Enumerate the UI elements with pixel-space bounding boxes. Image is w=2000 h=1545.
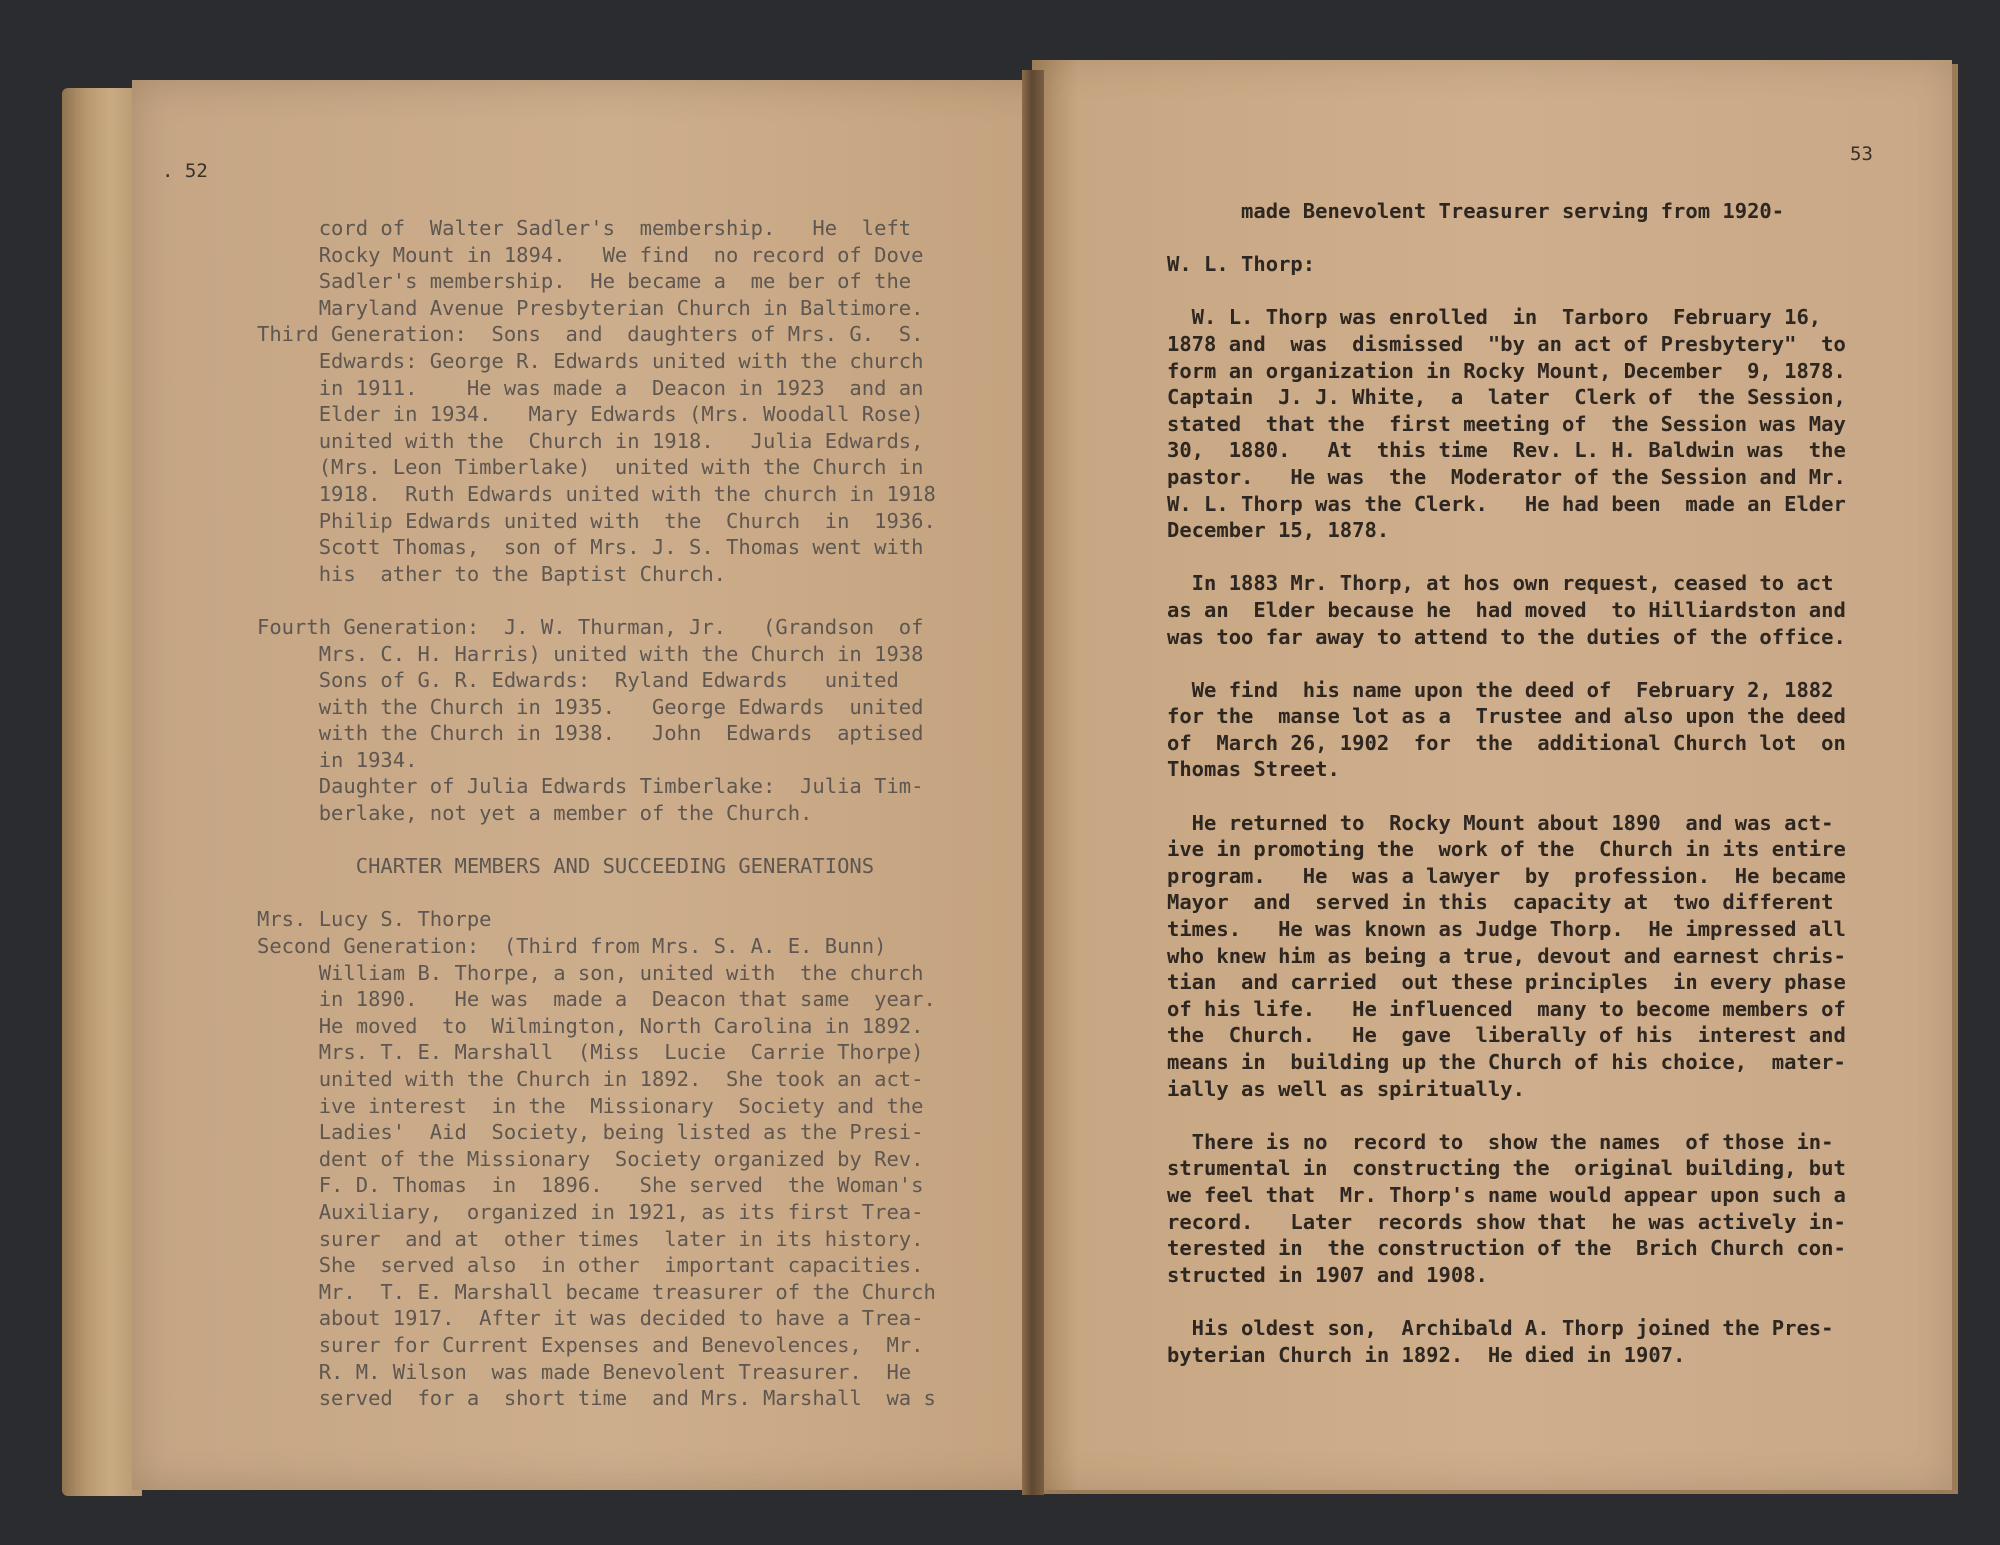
text-line: Rocky Mount in 1894. We find no record of Dove <box>257 242 924 267</box>
text-line: cord of Walter Sadler's membership. He left <box>257 216 912 240</box>
text-line: Sadler's membership. He became a me ber of the <box>257 269 912 294</box>
text-line: surer for Current Expenses and Benevolences, Mr. <box>257 1332 924 1357</box>
text-line <box>257 587 936 614</box>
text-line: means in building up the Church of his choice, mater- <box>1167 1050 1846 1074</box>
right-page-text <box>1167 198 1846 1368</box>
text-line: program. He was a lawyer by profession. He became <box>1167 863 1846 888</box>
text-line: CHARTER MEMBERS AND SUCCEEDING GENERATIONS <box>257 854 875 879</box>
text-line: stated that the first meeting of the Session was May <box>1167 411 1846 436</box>
text-line: Mrs. T. E. Marshall (Miss Lucie Carrie Thorpe) <box>257 1040 924 1065</box>
left-page-number: . 52 <box>162 160 208 182</box>
text-line: Auxiliary, organized in 1921, as its first Trea- <box>257 1199 924 1224</box>
text-line: Ladies' Aid Society, being listed as the Presi- <box>257 1120 924 1145</box>
text-line: Daughter of Julia Edwards Timberlake: Julia Tim- <box>257 774 924 799</box>
text-line: Scott Thomas, son of Mrs. J. S. Thomas went with <box>257 535 924 560</box>
text-line: berlake, not yet a member of the Church. <box>257 801 813 826</box>
text-line: record. Later records show that he was actively in- <box>1167 1209 1846 1234</box>
text-line: Mrs. Lucy S. Thorpe <box>257 907 492 932</box>
text-line: in 1934. <box>257 747 418 772</box>
text-line: In 1883 Mr. Thorp, at hos own request, ceased to act <box>1167 571 1834 596</box>
text-line: Mr. T. E. Marshall became treasurer of the Church <box>257 1279 936 1304</box>
text-line: surer and at other times later in its history. <box>257 1226 924 1251</box>
text-line: Third Generation: Sons and daughters of Mrs. G. S. <box>257 322 924 347</box>
text-line <box>1167 650 1846 677</box>
text-line: for the manse lot as a Trustee and also upon the deed <box>1167 704 1846 729</box>
text-line: 1878 and was dismissed "by an act of Presbytery" to <box>1167 331 1846 356</box>
text-line: Captain J. J. White, a later Clerk of the Session, <box>1167 385 1846 410</box>
text-line <box>1167 225 1846 252</box>
text-line: Second Generation: (Third from Mrs. S. A. E. Bunn) <box>257 934 887 959</box>
text-line: We find his name upon the deed of February 2, 1882 <box>1167 677 1834 702</box>
text-line: dent of the Missionary Society organized by Rev. <box>257 1146 924 1171</box>
text-line: was too far away to attend to the duties of the office. <box>1167 624 1846 649</box>
text-line: of his life. He influenced many to become members of <box>1167 996 1846 1021</box>
left-page-text <box>257 215 936 1412</box>
text-line: with the Church in 1935. George Edwards united <box>257 694 924 719</box>
text-line: Sons of G. R. Edwards: Ryland Edwards united <box>257 668 899 693</box>
text-line: who knew him as being a true, devout and earnest chris- <box>1167 943 1846 968</box>
text-line: His oldest son, Archibald A. Thorp joined the Pres- <box>1167 1315 1834 1340</box>
text-line: Edwards: George R. Edwards united with the church <box>257 348 924 373</box>
text-line: structed in 1907 and 1908. <box>1167 1262 1488 1287</box>
text-line: Mrs. C. H. Harris) united with the Church in 1938 <box>257 641 924 666</box>
right-page-number: 53 <box>1850 143 1873 165</box>
text-line <box>257 880 936 907</box>
text-line: in 1890. He was made a Deacon that same year. <box>257 987 936 1012</box>
text-line <box>257 827 936 854</box>
text-line: tian and carried out these principles in every phase <box>1167 970 1846 995</box>
text-line: December 15, 1878. <box>1167 518 1390 543</box>
text-line <box>1167 1102 1846 1129</box>
text-line: 1918. Ruth Edwards united with the church in 1918 <box>257 481 936 506</box>
text-line: in 1911. He was made a Deacon in 1923 and an <box>257 375 924 400</box>
text-line <box>1167 544 1846 571</box>
text-line: about 1917. After it was decided to have a Trea- <box>257 1306 924 1331</box>
text-line: his ather to the Baptist Church. <box>257 561 726 586</box>
text-line: we feel that Mr. Thorp's name would appear upon such a <box>1167 1182 1846 1207</box>
text-line: pastor. He was the Moderator of the Session and Mr. <box>1167 464 1846 489</box>
text-line: William B. Thorpe, a son, united with the church <box>257 960 924 985</box>
text-line: of March 26, 1902 for the additional Church lot on <box>1167 730 1846 755</box>
text-line: form an organization in Rocky Mount, December 9, 1878. <box>1167 358 1846 383</box>
text-line: united with the Church in 1892. She took an act- <box>257 1067 924 1091</box>
text-line: Elder in 1934. Mary Edwards (Mrs. Woodall Rose) <box>257 402 924 427</box>
text-line: He returned to Rocky Mount about 1890 and was act- <box>1167 810 1834 835</box>
text-line: She served also in other important capacities. <box>257 1253 924 1278</box>
text-line: Philip Edwards united with the Church in 1936. <box>257 508 936 533</box>
right-page <box>1032 60 1952 1490</box>
text-line: the Church. He gave liberally of his interest and <box>1167 1023 1846 1048</box>
open-book <box>62 60 1952 1500</box>
text-line: Mayor and served in this capacity at two different <box>1167 890 1834 915</box>
text-line <box>1167 278 1846 305</box>
text-line: Fourth Generation: J. W. Thurman, Jr. (Grandson of <box>257 614 924 639</box>
text-line: byterian Church in 1892. He died in 1907. <box>1167 1342 1686 1367</box>
page-stack-edge <box>62 88 142 1496</box>
text-line: W. L. Thorp was enrolled in Tarboro February 16, <box>1167 305 1822 330</box>
text-line <box>1167 783 1846 810</box>
text-line: R. M. Wilson was made Benevolent Treasurer. He <box>257 1359 912 1384</box>
text-line: terested in the construction of the Brich Church con- <box>1167 1236 1846 1261</box>
text-line: ially as well as spiritually. <box>1167 1076 1525 1101</box>
text-line: ive in promoting the work of the Church in its entire <box>1167 837 1846 862</box>
text-line: W. L. Thorp was the Clerk. He had been made an Elder <box>1167 491 1846 516</box>
text-line: served for a short time and Mrs. Marshall wa s <box>257 1386 936 1411</box>
text-line: united with the Church in 1918. Julia Edwards, <box>257 428 924 453</box>
text-line: with the Church in 1938. John Edwards aptised <box>257 721 924 746</box>
text-line: He moved to Wilmington, North Carolina in 1892. <box>257 1013 924 1038</box>
book-gutter <box>1022 70 1044 1495</box>
text-line: Maryland Avenue Presbyterian Church in Baltimore. <box>257 295 924 320</box>
text-line: made Benevolent Treasurer serving from 1920- <box>1167 199 1785 223</box>
text-line: ive interest in the Missionary Society and the <box>257 1093 924 1118</box>
text-line <box>1167 1288 1846 1315</box>
left-page <box>132 80 1092 1490</box>
text-line: 30, 1880. At this time Rev. L. H. Baldwin was the <box>1167 438 1846 463</box>
text-line: W. L. Thorp: <box>1167 252 1316 277</box>
text-line: as an Elder because he had moved to Hilliardston and <box>1167 597 1846 622</box>
text-line: times. He was known as Judge Thorp. He impressed all <box>1167 917 1846 942</box>
text-line: (Mrs. Leon Timberlake) united with the Church in <box>257 455 924 480</box>
text-line: Thomas Street. <box>1167 757 1340 782</box>
text-line: F. D. Thomas in 1896. She served the Woman's <box>257 1173 924 1198</box>
text-line: There is no record to show the names of those in- <box>1167 1129 1834 1154</box>
text-line: strumental in constructing the original building, but <box>1167 1156 1846 1181</box>
